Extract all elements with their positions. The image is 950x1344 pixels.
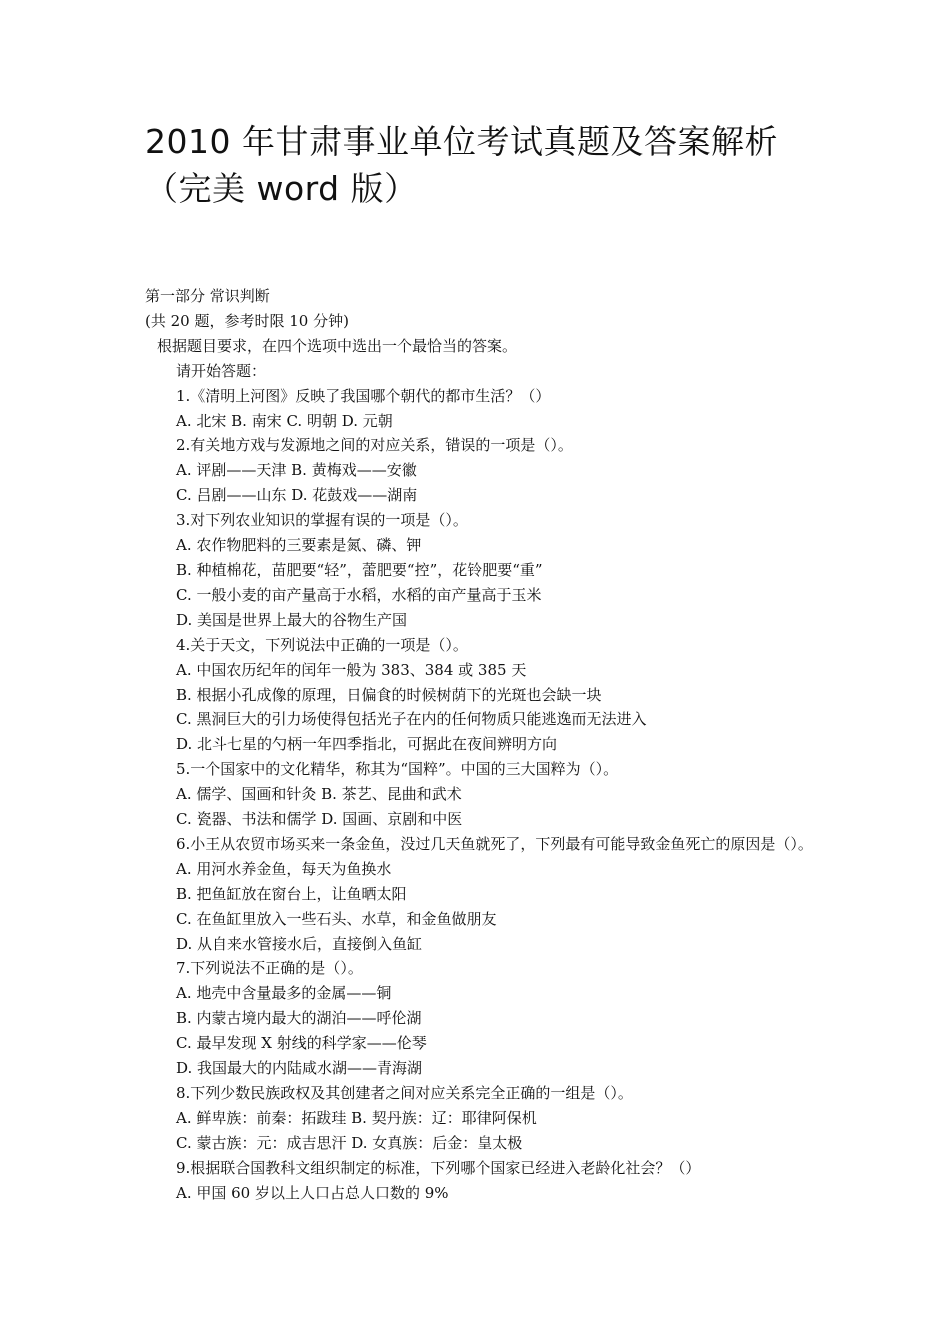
question-5-options-ab: A. 儒学、国画和针灸 B. 茶艺、昆曲和武术 — [176, 785, 462, 804]
question-3-option-a: A. 农作物肥料的三要素是氮、磷、钾 — [176, 536, 422, 555]
question-6-option-d: D. 从自来水管接水后，直接倒入鱼缸 — [176, 934, 423, 953]
question-8-options-cd: C. 蒙古族：元：成吉思汗 D. 女真族：后金：皇太极 — [176, 1133, 523, 1152]
question-1-options: A. 北宋 B. 南宋 C. 明朝 D. 元朝 — [176, 411, 393, 430]
question-7-option-a: A. 地壳中含量最多的金属——铜 — [176, 984, 392, 1003]
question-1-stem: 1.《清明上河图》反映了我国哪个朝代的都市生活？（） — [176, 386, 551, 405]
question-6-option-a: A. 用河水养金鱼，每天为鱼换水 — [176, 859, 392, 878]
title-line-2: （完美 word 版） — [145, 169, 418, 208]
question-5-stem: 5.一个国家中的文化精华，称其为“国粹”。中国的三大国粹为（）。 — [176, 760, 619, 779]
question-5-options-cd: C. 瓷器、书法和儒学 D. 国画、京剧和中医 — [176, 810, 463, 829]
question-4-stem: 4.关于天文，下列说法中正确的一项是（）。 — [176, 635, 468, 654]
question-3-stem: 3.对下列农业知识的掌握有误的一项是（）。 — [176, 511, 468, 530]
question-4-option-d: D. 北斗七星的勺柄一年四季指北，可据此在夜间辨明方向 — [176, 735, 558, 754]
question-9-option-a: A. 甲国 60 岁以上人口占总人口数的 9% — [176, 1183, 449, 1202]
section-note: (共 20 题，参考时限 10 分钟) — [145, 311, 349, 330]
question-4-option-a: A. 中国农历纪年的闰年一般为 383、384 或 385 天 — [176, 660, 527, 679]
question-9-stem: 9.根据联合国教科文组织制定的标准，下列哪个国家已经进入老龄化社会？（） — [176, 1158, 701, 1177]
section-instruction: 根据题目要求，在四个选项中选出一个最恰当的答案。 — [157, 336, 518, 355]
section-heading: 第一部分 常识判断 — [145, 287, 270, 305]
question-6-option-b: B. 把鱼缸放在窗台上，让鱼晒太阳 — [176, 884, 407, 903]
question-8-options-ab: A. 鲜卑族：前秦：拓跋珪 B. 契丹族：辽：耶律阿保机 — [176, 1108, 537, 1127]
question-6-stem: 6.小王从农贸市场买来一条金鱼，没过几天鱼就死了，下列最有可能导致金鱼死亡的原因是（）。 — [176, 834, 813, 853]
question-4-option-c: C. 黑洞巨大的引力场使得包括光子在内的任何物质只能逃逸而无法进入 — [176, 710, 647, 729]
question-2-options-cd: C. 吕剧——山东 D. 花鼓戏——湖南 — [176, 486, 418, 505]
question-2-options-ab: A. 评剧——天津 B. 黄梅戏——安徽 — [176, 461, 417, 480]
question-6-option-c: C. 在鱼缸里放入一些石头、水草，和金鱼做朋友 — [176, 909, 497, 928]
document-title — [145, 118, 830, 212]
question-3-option-d: D. 美国是世界上最大的谷物生产国 — [176, 610, 408, 629]
question-7-option-c: C. 最早发现 X 射线的科学家——伦琴 — [176, 1034, 427, 1053]
question-8-stem: 8.下列少数民族政权及其创建者之间对应关系完全正确的一组是（）。 — [176, 1084, 633, 1102]
question-7-stem: 7.下列说法不正确的是（）。 — [176, 959, 363, 978]
title-line-1: 2010 年甘肃事业单位考试真题及答案解析 — [145, 122, 778, 161]
question-4-option-b: B. 根据小孔成像的原理，日偏食的时候树荫下的光斑也会缺一块 — [176, 685, 602, 704]
question-3-option-c: C. 一般小麦的亩产量高于水稻，水稻的亩产量高于玉米 — [176, 585, 542, 604]
document-body — [145, 284, 830, 1206]
question-7-option-b: B. 内蒙古境内最大的湖泊——呼伦湖 — [176, 1009, 422, 1028]
question-2-stem: 2.有关地方戏与发源地之间的对应关系，错误的一项是（）。 — [176, 436, 573, 455]
section-start: 请开始答题： — [176, 361, 267, 380]
question-7-option-d: D. 我国最大的内陆咸水湖——青海湖 — [176, 1059, 423, 1078]
question-3-option-b: B. 种植棉花，苗肥要“轻”，蕾肥要“控”，花铃肥要“重” — [176, 560, 543, 579]
